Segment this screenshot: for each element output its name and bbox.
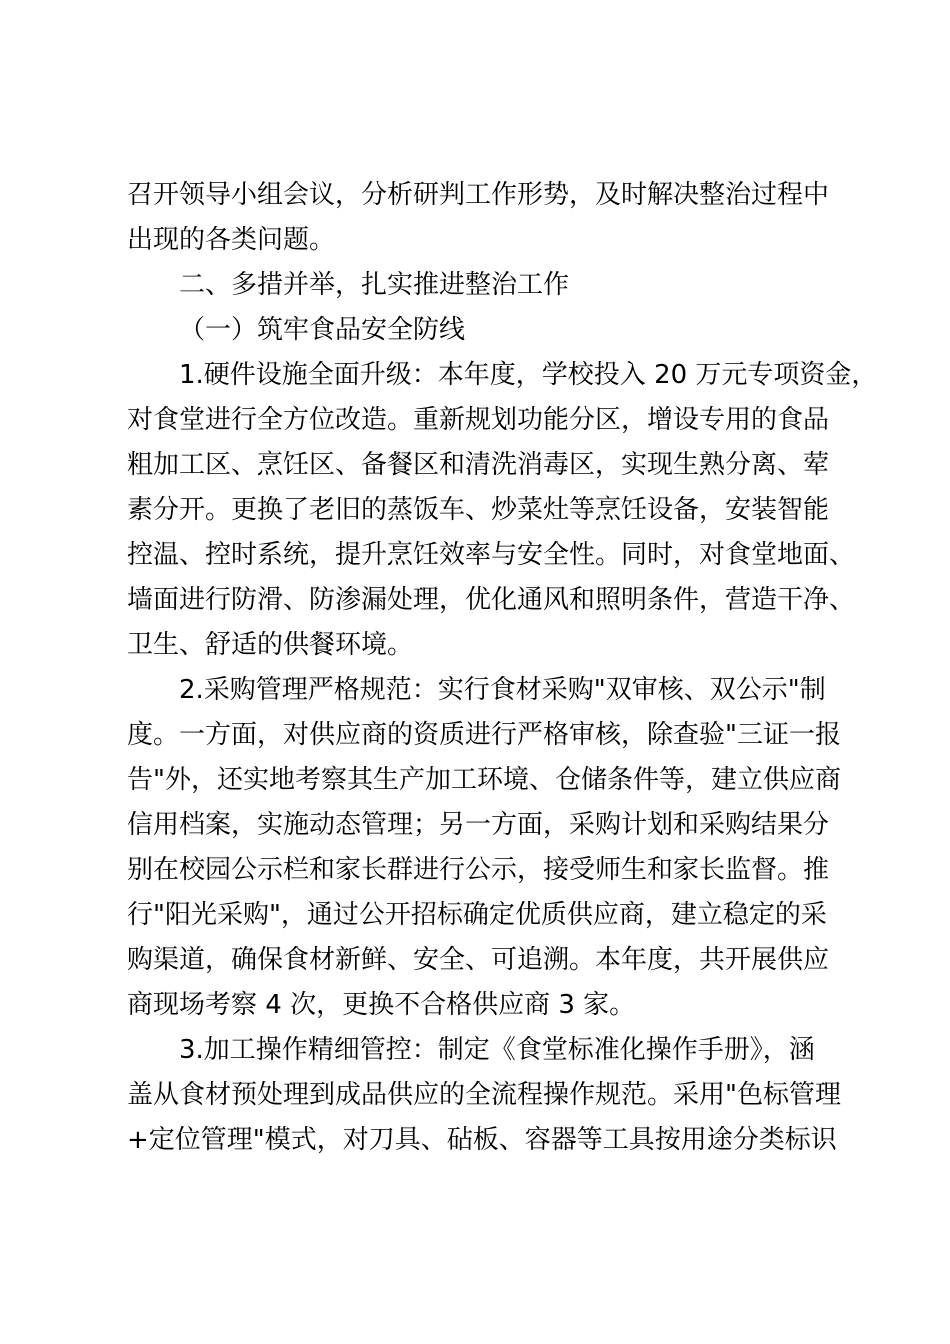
text-line: 信用档案，实施动态管理；另一方面，采购计划和采购结果分: [127, 810, 830, 840]
text-line: 行"阳光采购"，通过公开招标确定优质供应商，建立稳定的采: [127, 900, 827, 930]
paragraph-start: 2.采购管理严格规范：实行食材采购"双审核、双公示"制: [179, 675, 826, 705]
text-line: 购渠道，确保食材新鲜、安全、可追溯。本年度，共开展供应: [127, 945, 830, 975]
text-line: 召开领导小组会议，分析研判工作形势，及时解决整治过程中: [127, 180, 830, 210]
text-line: 素分开。更换了老旧的蒸饭车、炒菜灶等烹饪设备，安装智能: [127, 495, 830, 525]
text-line: 卫生、舒适的供餐环境。: [127, 630, 414, 660]
document-body: [127, 173, 878, 1163]
text-line: 粗加工区、烹饪区、备餐区和清洗消毒区，实现生熟分离、荤: [127, 450, 830, 480]
text-line: 商现场考察 4 次，更换不合格供应商 3 家。: [127, 990, 636, 1020]
text-line: 告"外，还实地考察其生产加工环境、仓储条件等，建立供应商: [127, 765, 841, 795]
text-line: 墙面进行防滑、防渗漏处理，优化通风和照明条件，营造干净、: [127, 585, 856, 615]
text-line: 对食堂进行全方位改造。重新规划功能分区，增设专用的食品: [127, 405, 830, 435]
text-line: +定位管理"模式，对刀具、砧板、容器等工具按用途分类标识: [127, 1125, 837, 1155]
text-line: 盖从食材预处理到成品供应的全流程操作规范。采用"色标管理: [127, 1080, 841, 1110]
text-line: 别在校园公示栏和家长群进行公示，接受师生和家长监督。推: [127, 855, 830, 885]
subsection-heading: （一）筑牢食品安全防线: [179, 315, 466, 345]
paragraph-start: 1.硬件设施全面升级：本年度，学校投入 20 万元专项资金，: [179, 360, 878, 390]
section-heading: 二、多措并举，扎实推进整治工作: [179, 270, 570, 300]
text-line: 控温、控时系统，提升烹饪效率与安全性。同时，对食堂地面、: [127, 540, 856, 570]
text-line: 度。一方面，对供应商的资质进行严格审核，除查验"三证一报: [127, 720, 841, 750]
text-line: 出现的各类问题。: [127, 225, 336, 255]
paragraph-start: 3.加工操作精细管控：制定《食堂标准化操作手册》，涵: [179, 1035, 815, 1065]
